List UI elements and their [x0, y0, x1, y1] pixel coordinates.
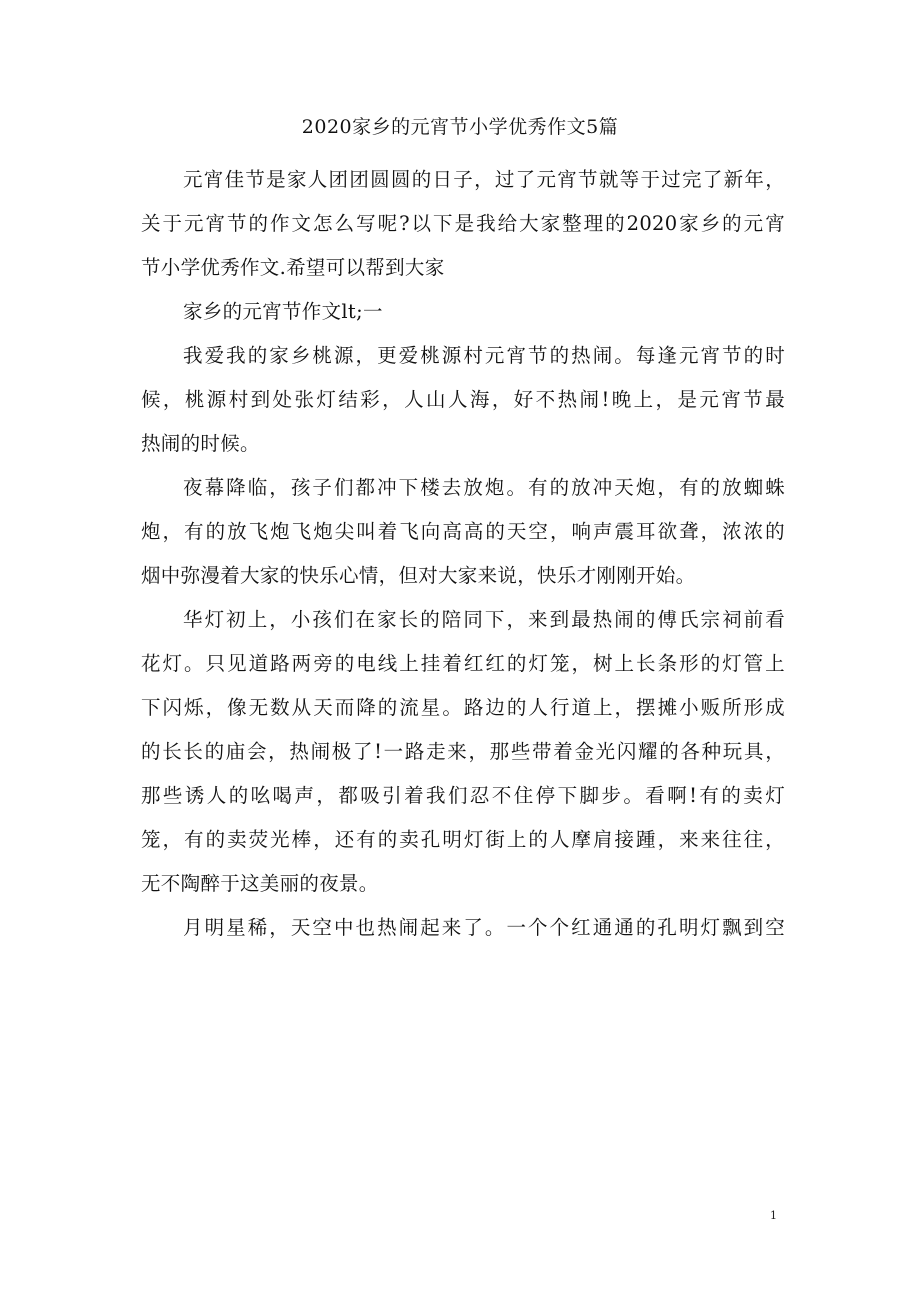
- page-number: 1: [770, 1209, 777, 1222]
- paragraph-line: 月明星稀，天空中也热闹起来了。一个个红通通的孔明灯飘到空: [183, 916, 785, 939]
- paragraph-line: 关于元宵节的作文怎么写呢?以下是我给大家整理的2020家乡的元宵: [141, 212, 785, 235]
- paragraph-line: 烟中弥漫着大家的快乐心情，但对大家来说，快乐才刚刚开始。: [141, 564, 696, 587]
- document-body: [141, 166, 785, 958]
- section-heading: 家乡的元宵节作文lt;一: [183, 300, 383, 323]
- paragraph-line: 下闪烁，像无数从天而降的流星。路边的人行道上，摆摊小贩所形成: [141, 696, 785, 719]
- paragraph-line: 我爱我的家乡桃源，更爱桃源村元宵节的热闹。每逢元宵节的时: [183, 344, 785, 367]
- paragraph-line: 笼，有的卖荧光棒，还有的卖孔明灯街上的人摩肩接踵，来来往往，: [141, 828, 785, 851]
- paragraph-line: 无不陶醉于这美丽的夜景。: [141, 872, 379, 895]
- paragraph-line: 花灯。只见道路两旁的电线上挂着红红的灯笼，树上长条形的灯管上: [141, 652, 785, 675]
- paragraph-line: 的长长的庙会，热闹极了!一路走来，那些带着金光闪耀的各种玩具，: [141, 740, 785, 763]
- document-title: 2020家乡的元宵节小学优秀作文5篇: [301, 116, 619, 138]
- paragraph-line: 炮，有的放飞炮飞炮尖叫着飞向高高的天空，响声震耳欲聋，浓浓的: [141, 520, 785, 543]
- paragraph-line: 候，桃源村到处张灯结彩，人山人海，好不热闹!晚上，是元宵节最: [141, 388, 785, 411]
- paragraph-line: 华灯初上，小孩们在家长的陪同下，来到最热闹的傅氏宗祠前看: [183, 608, 785, 631]
- paragraph-line: 热闹的时候。: [141, 432, 260, 455]
- paragraph-line: 夜幕降临，孩子们都冲下楼去放炮。有的放冲天炮，有的放蜘蛛: [183, 476, 785, 499]
- paragraph-line: 元宵佳节是家人团团圆圆的日子，过了元宵节就等于过完了新年，: [183, 168, 785, 191]
- paragraph-line: 那些诱人的吆喝声，都吸引着我们忍不住停下脚步。看啊!有的卖灯: [141, 784, 785, 807]
- paragraph-line: 节小学优秀作文.希望可以帮到大家: [141, 256, 445, 279]
